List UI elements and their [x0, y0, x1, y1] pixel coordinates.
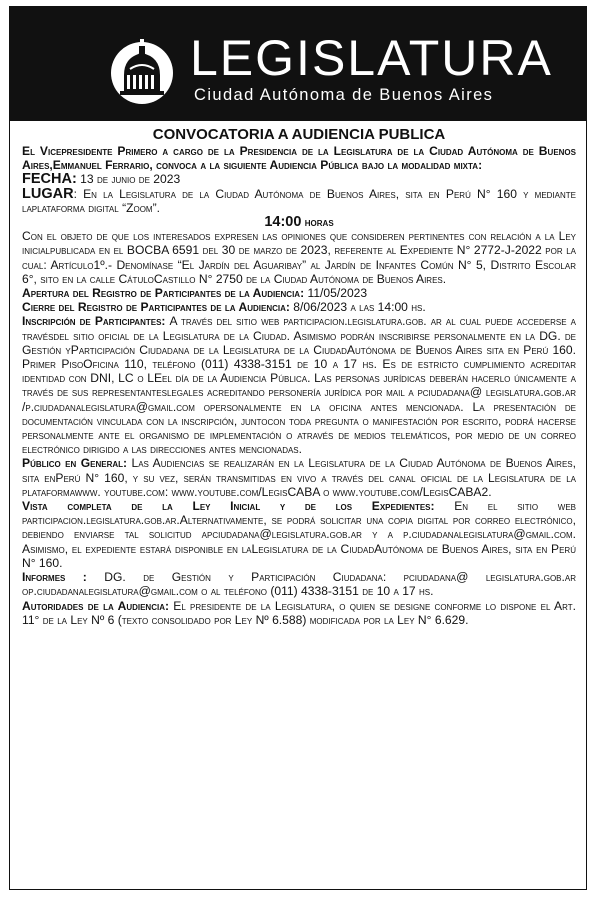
notice-title: CONVOCATORIA A AUDIENCIA PUBLICA [152, 126, 446, 143]
lugar-value: : En la Legislatura de la Ciudad Autónoma de Buenos Aires, sita en Perú N° 160 y mediante laplataforma digital “Zoom”. [22, 186, 576, 215]
vista-paragraph [22, 499, 576, 570]
brand-subtitle: Ciudad Autónoma de Buenos Aires [194, 86, 494, 104]
masthead [10, 7, 586, 121]
hora-time: 14:00 [264, 214, 302, 231]
inscripcion-text: A través del sitio web participacion.legislatura.gob. ar al cual puede accederse a travésdel sitio oficial de la Legislatura de la Ciudad. Asimismo podrán inscribirse personalmente en la DG. de Gestión yParticipación Ciudadana de la Legislatura de la CiudadAutónoma de Buenos Aires sita en Perú 160. Primer PisoOficina 110, teléfono (011) 4338-3151 de 10 a 17 hs. Es de estricto cumplimiento acreditar identidad con DNI, LC o LEel día de la Audiencia Pública. Las personas jurídicas deberán hacerlo únicamente a través de sus representanteslegales acreditando personería jurídica por mail a pciudadana@ legislatura.gob.ar /p.ciudadanalegislatura@gmail.com opersonalmente en la oficina antes mencionada. La presentación de documentación vinculada con la inscripción, juntocon toda pregunta o manifestación por escrito, podrá hacerse personalmente ante el organismo de implementación o através de medios telemáticos, por medio de un correo electrónico dirigido a las direcciones antes mencionadas. [22, 314, 576, 457]
informes-label: Informes : [22, 570, 87, 585]
apertura-line [22, 286, 576, 300]
apertura-label: Apertura del Registro de Participantes de la Audiencia: [22, 286, 305, 301]
apertura-value: 11/05/2023 [307, 286, 368, 301]
fecha-line [22, 172, 576, 186]
autoridades-label: Autoridades de la Audiencia: [22, 598, 170, 613]
cierre-line [22, 300, 576, 314]
publico-text: Las Audiencias se realizarán en la Legislatura de la Ciudad Autónoma de Buenos Aires, sita enPerú N° 160, y su vez, serán transmitidas en vivo a través del canal oficial de la Legislatura de la plataformawww. youtube.com: www.youtube.com/LegisCABA o www.youtube.com/LegisCABA2. [22, 456, 576, 499]
cierre-value: 8/06/2023 [293, 300, 348, 315]
inscripcion-paragraph [22, 314, 576, 456]
publico-label: Público en General: [22, 456, 128, 471]
hora-unit: horas [304, 215, 334, 230]
publico-paragraph [22, 456, 576, 499]
cierre-label: Cierre del Registro de Participantes de la Audiencia: [22, 300, 290, 315]
notice-page [9, 6, 587, 890]
autoridades-text: El presidente de la Legislatura, o quien se designe conforme lo dispone el Art. 11° de la Ley Nº 6 (texto consolidado por Ley Nº 6.588) modificada por la Ley N° 6.629. [22, 598, 576, 627]
fecha-value: 13 de junio de 2023 [80, 172, 181, 187]
vista-label: Vista completa de la Ley Inicial y de los Expedientes: [22, 499, 435, 514]
intro-paragraph: El Vicepresidente Primero a cargo de la Presidencia de la Legislatura de la Ciudad Autónoma de Buenos Aires,Emmanuel Ferrario, convoca a la siguiente Audiencia Pública bajo la modalidad mixta: [22, 144, 576, 173]
autoridades-paragraph [22, 599, 576, 627]
cierre-suffix: a las 14:00 hs. [350, 300, 426, 315]
brand-name: LEGISLATURA [190, 30, 553, 86]
lugar-line [22, 187, 576, 215]
informes-paragraph [22, 570, 576, 598]
legislature-dome-logo [110, 35, 174, 107]
fecha-label: FECHA: [22, 171, 77, 188]
lugar-label: LUGAR [22, 185, 74, 202]
hora-line [22, 215, 576, 229]
informes-text: DG. de Gestión y Participación Ciudadana: pciudadana@ legislatura.gob.ar op.ciudadanalegislatura@gmail.com o al teléfono (011) 4338-3151 de 10 a 17 hs. [22, 570, 576, 599]
objeto-paragraph: Con el objeto de que los interesados expresen las opiniones que consideren pertinentes con relación a la Ley inicialpublicada en el BOCBA 6591 del 30 de marzo de 2023, referente al Expediente N° 2772-J-2022 por la cual: Artículo1º.- Denomínase “El Jardín del Aguaribay” al Jardín de Infantes Común N° 5, Distrito Escolar 6°, sito en la calle CátuloCastillo N° 2750 de la Ciudad Autónoma de Buenos Aires. [22, 229, 576, 286]
vista-text: En el sitio web participacion.legislatura.gob.ar.Alternativamente, se podrá solicitar una copia digital por correo electrónico, debiendo enviarse tal solicitud apciudadana@legislatura.gob.ar y a p.ciudadanalegislatura@gmail.com. Asimismo, el expediente estará disponible en laLegislatura de la CiudadAutónoma de Buenos Aires, sita en Perú N° 160. [22, 499, 576, 570]
inscripcion-label: Inscripción de Participantes: [22, 314, 166, 329]
notice-body [10, 121, 586, 627]
